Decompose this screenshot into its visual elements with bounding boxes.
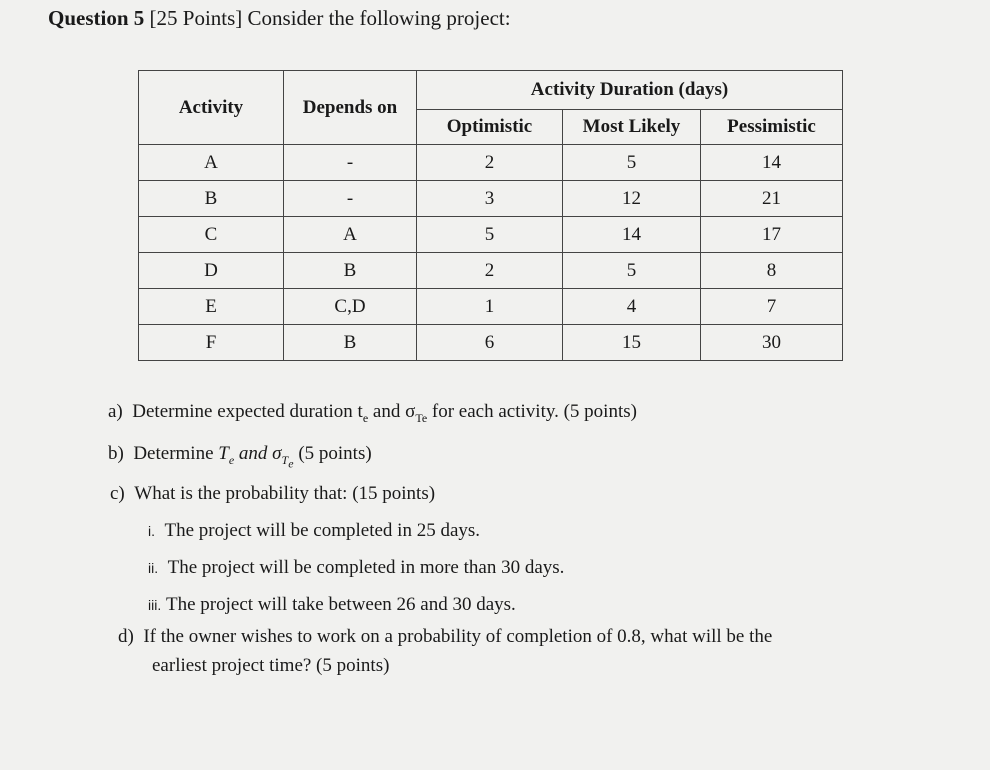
cell-depends-on: - [284, 145, 417, 181]
question-a-sigma: and σ [368, 401, 416, 422]
cell-activity: B [139, 181, 284, 217]
question-a-text: Determine expected duration t [132, 401, 363, 422]
question-b-sigma: and σ [234, 443, 282, 464]
cell-pessimistic: 8 [701, 253, 843, 289]
item-text: The project will be completed in more than 30 days. [167, 557, 565, 578]
question-c-text: What is the probability that: (15 points) [134, 483, 436, 504]
cell-optimistic: 2 [417, 253, 563, 289]
cell-depends-on: - [284, 181, 417, 217]
item-text: The project will take between 26 and 30 days. [165, 594, 516, 615]
question-d-line1: If the owner wishes to work on a probability of completion of 0.8, what will be the [143, 626, 773, 647]
table-row [139, 325, 843, 361]
question-b [108, 443, 372, 471]
activity-table [138, 70, 843, 361]
header-activity: Activity [139, 71, 284, 145]
cell-pessimistic: 21 [701, 181, 843, 217]
cell-depends-on: C,D [284, 289, 417, 325]
question-a-points: for each activity. (5 points) [427, 401, 637, 422]
question-d [118, 626, 772, 648]
var-T: T [281, 452, 289, 467]
question-c-ii [148, 557, 564, 579]
cell-optimistic: 5 [417, 217, 563, 253]
question-a-marker: a) [108, 401, 123, 422]
question-c-marker: c) [110, 483, 125, 504]
header-most-likely: Most Likely [563, 110, 701, 145]
header-activity-duration: Activity Duration (days) [417, 71, 843, 110]
question-title [48, 6, 511, 31]
cell-activity: D [139, 253, 284, 289]
cell-activity: C [139, 217, 284, 253]
question-a [108, 401, 637, 426]
cell-optimistic: 1 [417, 289, 563, 325]
table-row [139, 253, 843, 289]
header-depends-on: Depends on [284, 71, 417, 145]
cell-most-likely: 5 [563, 253, 701, 289]
subscript: e [362, 410, 369, 425]
question-d-marker: d) [118, 626, 134, 647]
question-number: Question 5 [48, 6, 145, 30]
item-marker: i. [148, 523, 155, 539]
cell-pessimistic: 14 [701, 145, 843, 181]
question-c-iii [148, 594, 516, 616]
cell-optimistic: 2 [417, 145, 563, 181]
item-marker: ii. [148, 560, 159, 576]
cell-depends-on: B [284, 253, 417, 289]
question-b-marker: b) [108, 443, 124, 464]
cell-most-likely: 12 [563, 181, 701, 217]
cell-activity: E [139, 289, 284, 325]
item-text: The project will be completed in 25 days. [164, 520, 481, 541]
cell-most-likely: 5 [563, 145, 701, 181]
cell-depends-on: A [284, 217, 417, 253]
cell-activity: F [139, 325, 284, 361]
subscript: Te [415, 410, 428, 425]
question-c [110, 483, 435, 505]
cell-most-likely: 14 [563, 217, 701, 253]
cell-optimistic: 3 [417, 181, 563, 217]
cell-activity: A [139, 145, 284, 181]
question-intro: [25 Points] Consider the following project: [149, 6, 511, 30]
question-c-i [148, 520, 480, 542]
header-optimistic: Optimistic [417, 110, 563, 145]
cell-most-likely: 4 [563, 289, 701, 325]
cell-pessimistic: 7 [701, 289, 843, 325]
table-row [139, 289, 843, 325]
cell-pessimistic: 30 [701, 325, 843, 361]
subscript: e [228, 452, 235, 467]
header-pessimistic: Pessimistic [701, 110, 843, 145]
cell-most-likely: 15 [563, 325, 701, 361]
cell-optimistic: 6 [417, 325, 563, 361]
cell-pessimistic: 17 [701, 217, 843, 253]
cell-depends-on: B [284, 325, 417, 361]
question-b-text: Determine [133, 443, 219, 464]
table-row [139, 145, 843, 181]
table-row [139, 217, 843, 253]
question-b-points: (5 points) [293, 443, 372, 464]
var-T: T [218, 443, 229, 464]
question-d-line2: earliest project time? (5 points) [152, 655, 390, 676]
subscript: e [288, 456, 294, 471]
table-row [139, 181, 843, 217]
item-marker: iii. [148, 597, 162, 613]
